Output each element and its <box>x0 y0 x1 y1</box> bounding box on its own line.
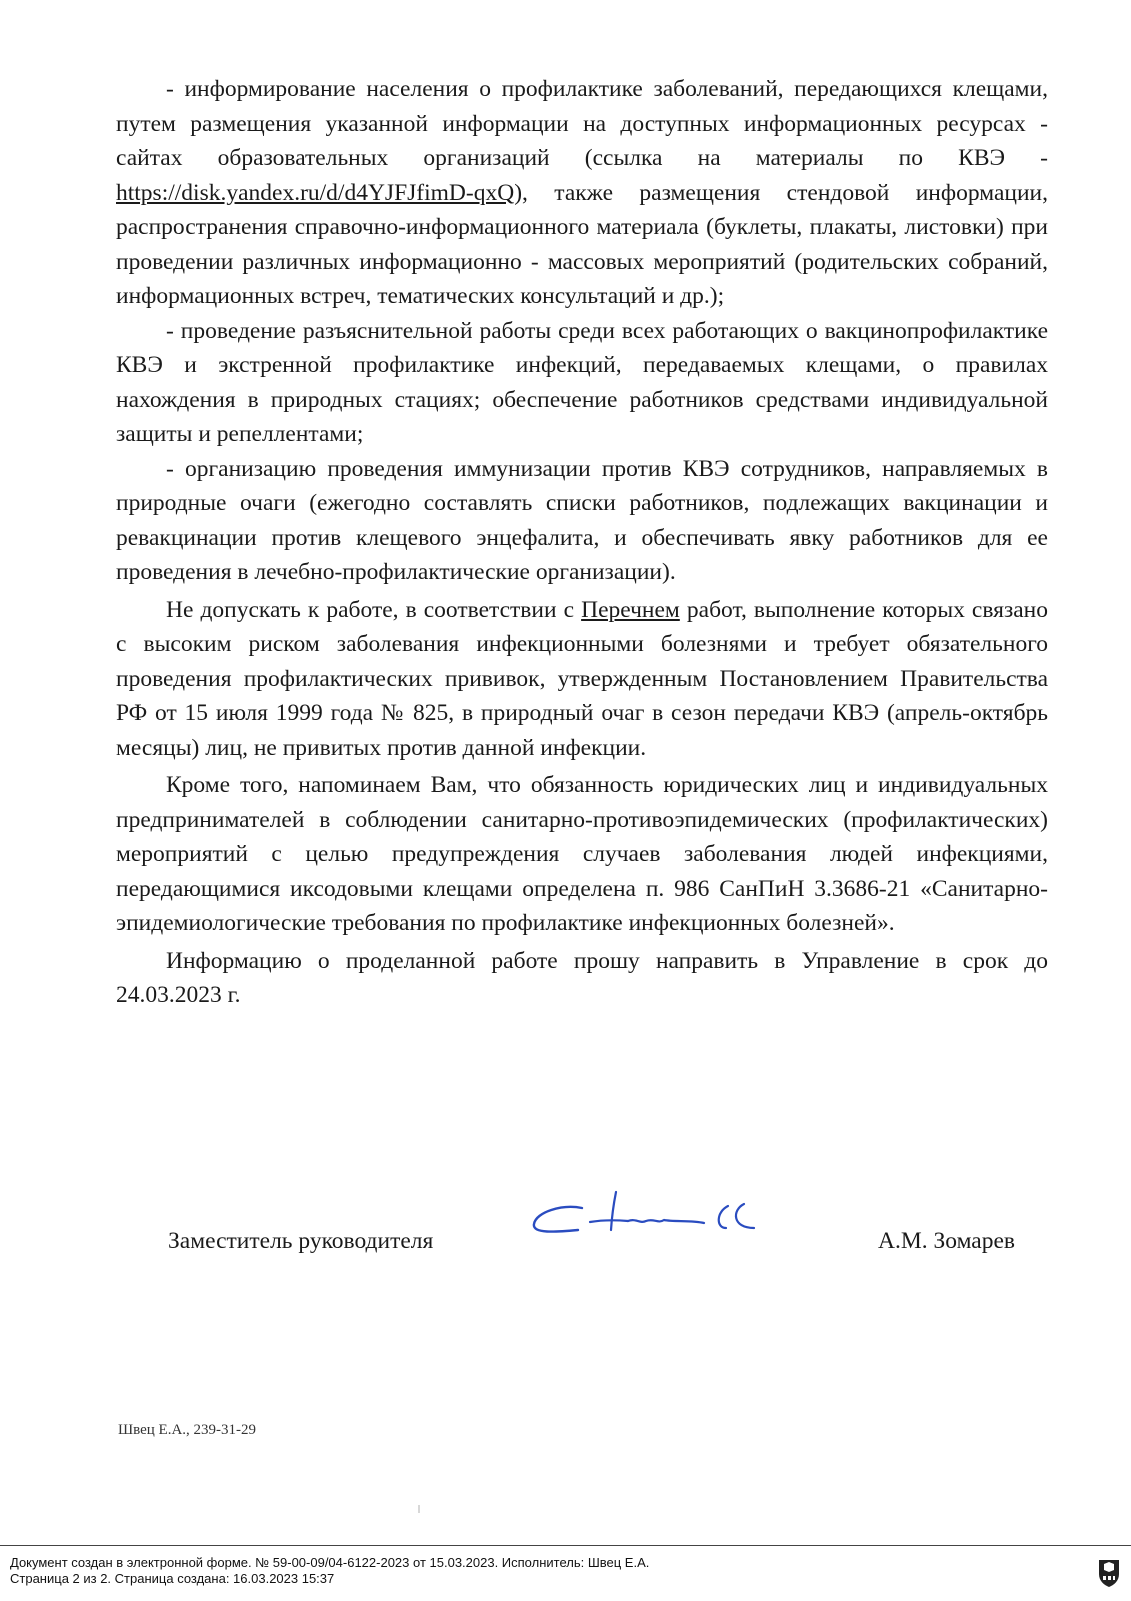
footer-line-document: Документ создан в электронной форме. № 59-00-09/04-6122-2023 от 15.03.2023. Исполнитель: Швец Е.А. <box>10 1555 650 1570</box>
scan-mark <box>418 1505 420 1513</box>
paragraph-explanation: - проведение разъяснительной работы среди всех работающих о вакцинопрофилактике КВЭ и экстренной профилактике инфекций, передаваемых клещами, о правилах нахождения в природных стациях; обеспечение работников средствами индивидуальной защиты и репеллентами; <box>116 317 1048 447</box>
letter-body <box>116 72 1048 1013</box>
paragraph-informing <box>116 72 1048 314</box>
handwritten-signature <box>532 1190 782 1260</box>
paragraph-text: работ, выполнение которых связано с высоким риском заболевания инфекционными болезнями и требует обязательного проведения профилактических прививок, утвержденным Постановлением Правительства РФ от 15 июля 1999 года № 825, в природный очаг в сезон передачи КВЭ (апрель-октябрь месяцы) лиц, не привитых против данной инфекции. <box>116 596 1048 761</box>
coat-of-arms-icon <box>1096 1556 1122 1588</box>
paragraph-reminder: Кроме того, напоминаем Вам, что обязанность юридических лиц и индивидуальных предпринимателей в соблюдении санитарно-противоэпидемических (профилактических) мероприятий с целью предупреждения случаев заболевания людей инфекциями, передающимися иксодовыми клещами определена п. 986 СанПиН 3.3686-21 «Санитарно-эпидемиологические требования по профилактике инфекционных болезней». <box>116 772 1048 936</box>
paragraph-request: Информацию о проделанной работе прошу направить в Управление в срок до 24.03.2023 г. <box>116 947 1048 1008</box>
signatory-name: А.М. Зомарев <box>878 1228 1015 1254</box>
signatory-title: Заместитель руководителя <box>168 1228 434 1254</box>
paragraph-text: Не допускать к работе, в соответствии с <box>166 596 582 623</box>
signature-block <box>0 1190 1131 1260</box>
list-reference-link[interactable]: Перечнем <box>581 596 680 623</box>
paragraph-restriction <box>116 593 1048 766</box>
e-document-footer <box>0 1545 1131 1601</box>
paragraph-text: - информирование населения о профилактике заболеваний, передающихся клещами, путем размещения указанной информации на доступных информационных ресурсах - сайтах образовательных организаций (ссылка на материалы по КВЭ - <box>116 76 1048 171</box>
executor-contact: Швец Е.А., 239-31-29 <box>118 1422 257 1438</box>
footer-line-page: Страница 2 из 2. Страница создана: 16.03.2023 15:37 <box>10 1571 335 1586</box>
paragraph-immunization: - организацию проведения иммунизации против КВЭ сотрудников, направляемых в природные очаги (ежегодно составлять списки работников, подлежащих вакцинации и ревакцинации против клещевого энцефалита, и обеспечивать явку работников для ее проведения в лечебно-профилактические организации). <box>116 455 1048 585</box>
paragraph-text: ), также размещения стендовой информации, распространения справочно-информационного материала (буклеты, плакаты, листовки) при проведении различных информационно - массовых мероприятий (родительских собраний, информационных встреч, тематических консультаций и др.); <box>116 179 1048 309</box>
disk-link[interactable]: https://disk.yandex.ru/d/d4YJFJfimD-qxQ <box>116 179 515 206</box>
